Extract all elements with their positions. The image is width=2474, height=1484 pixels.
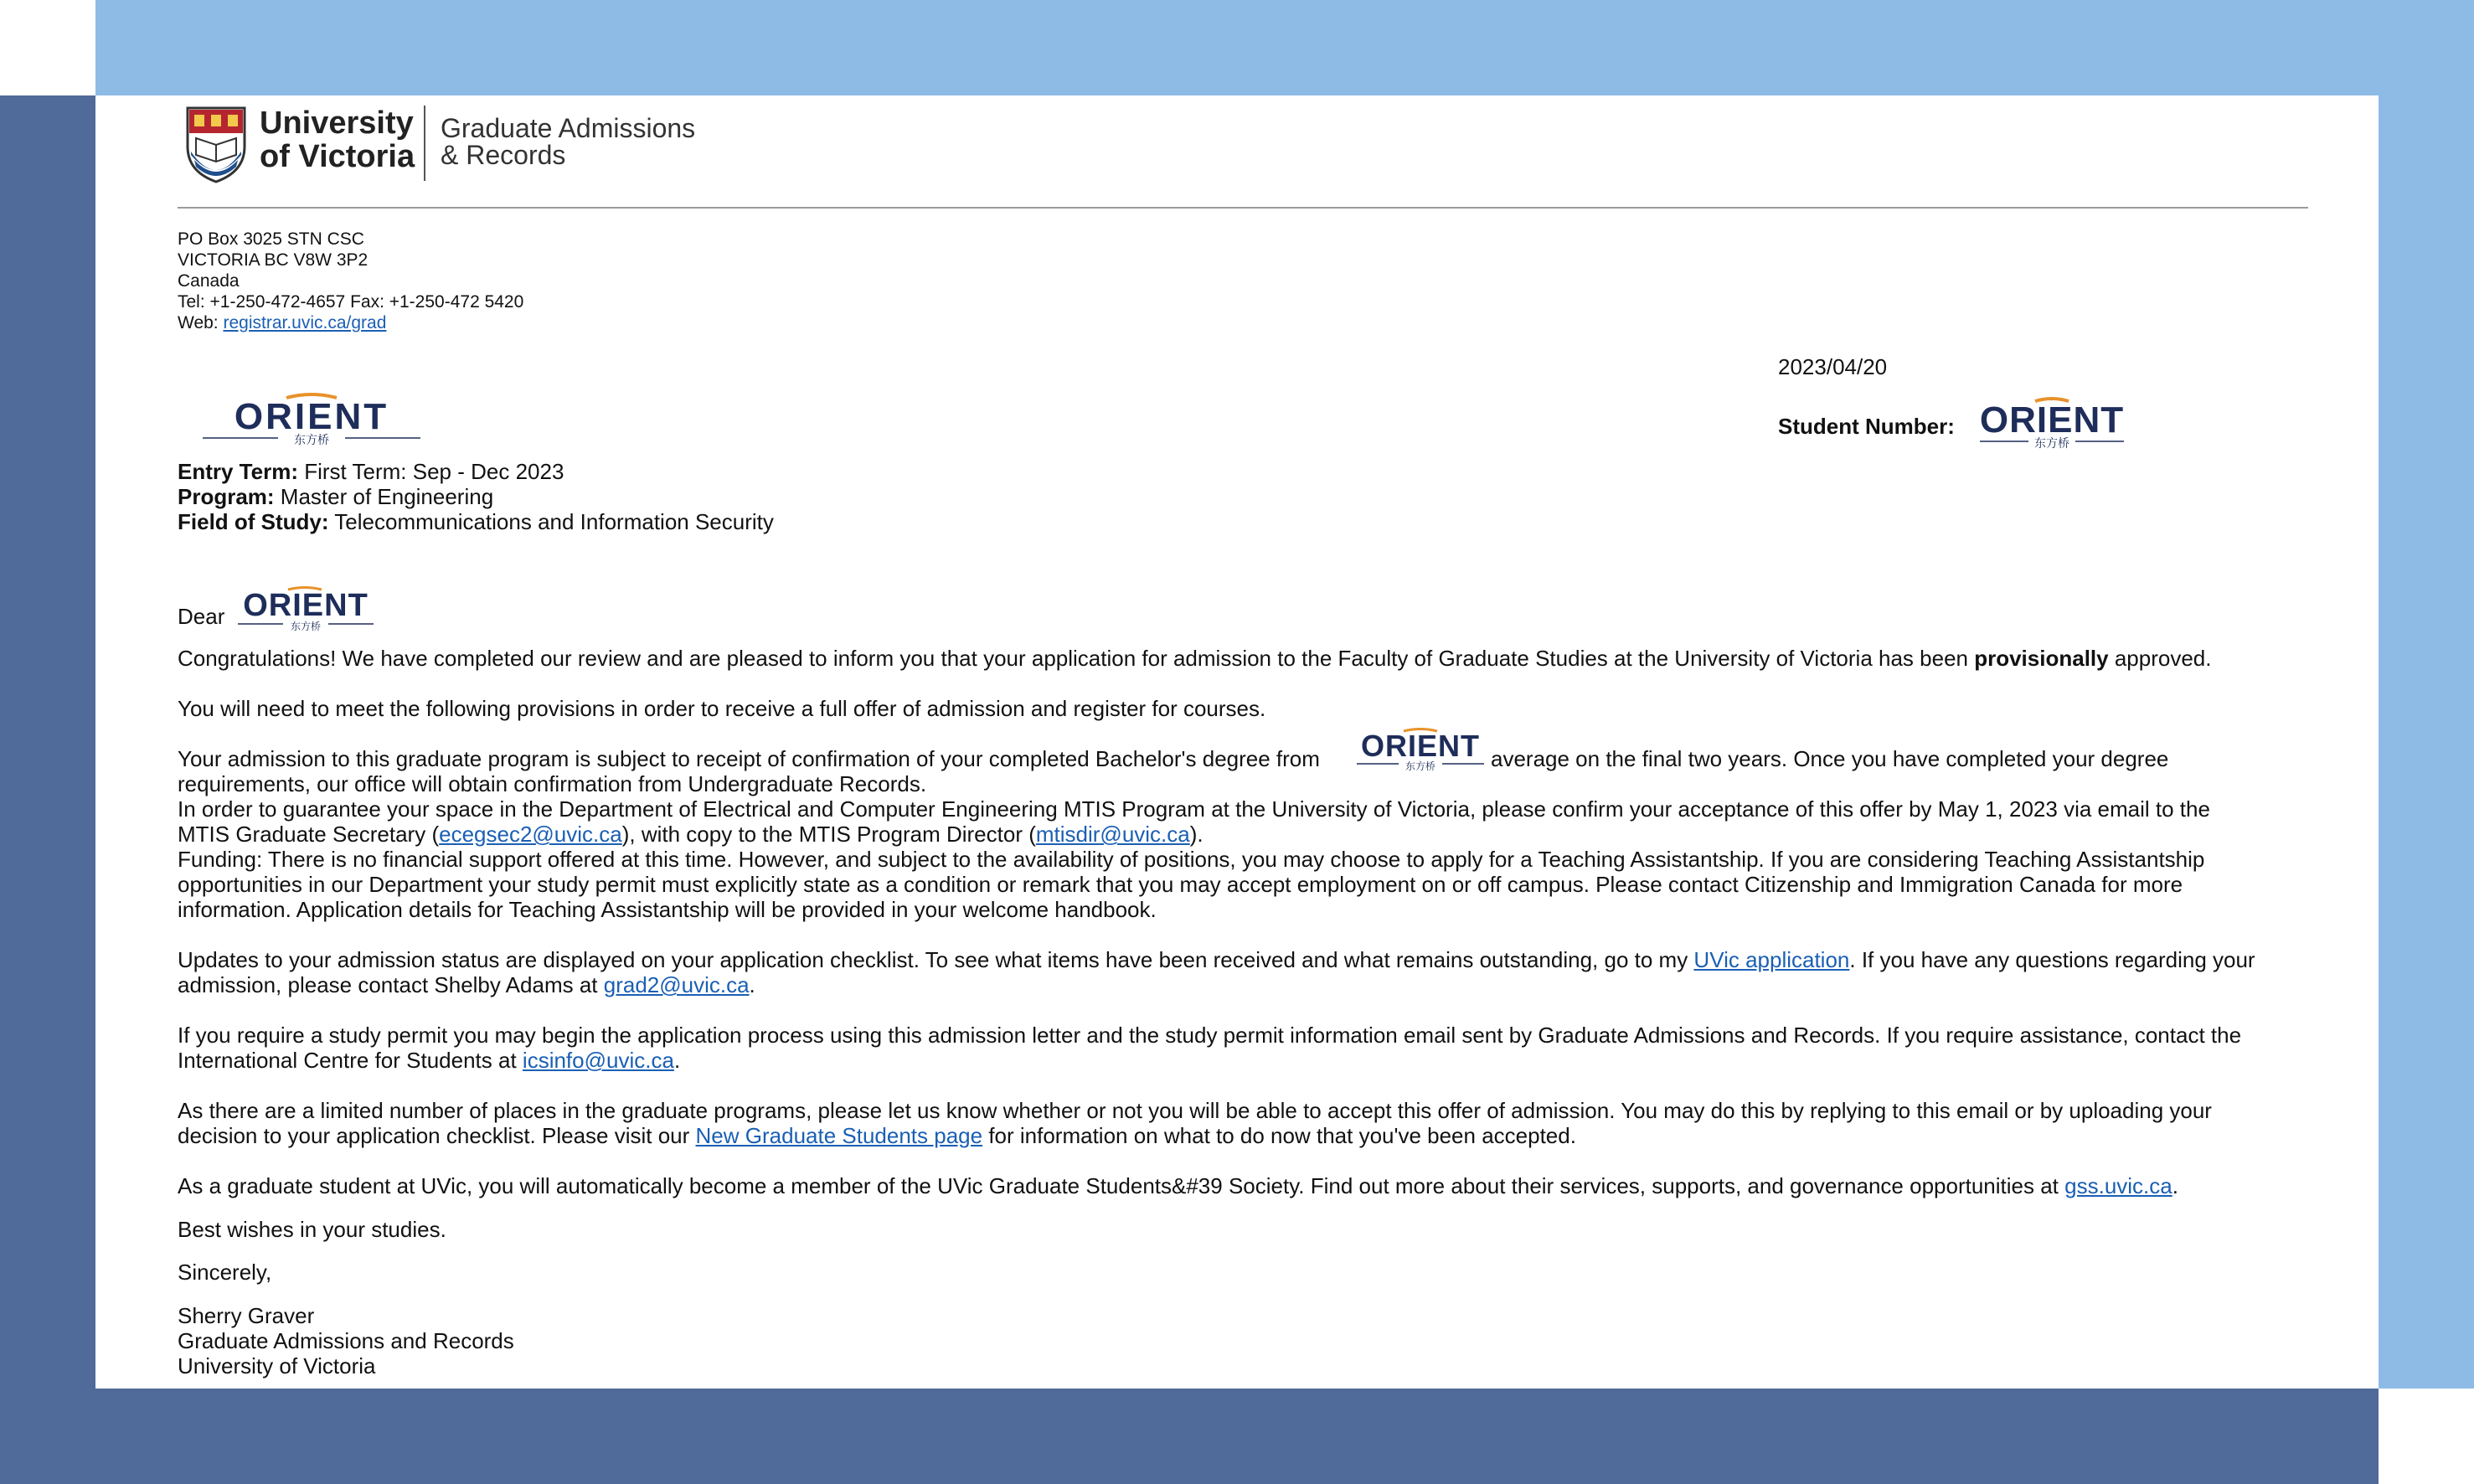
paragraph-guarantee-line2: MTIS Graduate Secretary (ecegsec2@uvic.ca), with copy to the MTIS Program Director (mtisdir@uvic.ca). xyxy=(178,822,1203,847)
signature-organization: University of Victoria xyxy=(178,1353,376,1378)
paragraph-congratulations: Congratulations! We have completed our review and are pleased to inform you that your application for admission to the Faculty of Graduate Studies at the University of Victoria has been provisionally approved. xyxy=(178,646,2212,671)
orient-watermark-student-number xyxy=(1975,396,2129,450)
paragraph-funding-line1: Funding: There is no financial support offered at this time. However, and subject to the availability of positions, you may choose to apply for a Teaching Assistantship. If you are considering Teaching Assistantship xyxy=(178,847,2205,872)
paragraph-places-line2: decision to your application checklist. Please visit our New Graduate Students page for information on what to do now that you've been accepted. xyxy=(178,1123,1576,1148)
uvic-crest-icon xyxy=(184,105,248,183)
department-name-line1: Graduate Admissions xyxy=(441,113,696,143)
mtisdir-email-link[interactable]: mtisdir@uvic.ca xyxy=(1035,822,1190,847)
department-name-line2: & Records xyxy=(441,140,566,170)
uvic-application-link[interactable]: UVic application xyxy=(1693,947,1850,972)
orient-watermark-name xyxy=(186,393,437,448)
paragraph-gss: As a graduate student at UVic, you will automatically become a member of the UVic Graduate Students&#39 Society. Find out more about their services, supports, and governance opportunities at gss.uvic.ca. xyxy=(178,1173,2178,1198)
registrar-link[interactable]: registrar.uvic.ca/grad xyxy=(223,313,387,332)
web-label: Web: xyxy=(178,313,224,332)
signature-department: Graduate Admissions and Records xyxy=(178,1328,514,1353)
paragraph-updates-line1: Updates to your admission status are displayed on your application checklist. To see what items have been received and what remains outstanding, go to my UVic application. If you have any questions regarding your xyxy=(178,947,2255,972)
letter-page xyxy=(95,95,2379,1389)
header-rule xyxy=(178,207,2308,209)
address-line-1: PO Box 3025 STN CSC xyxy=(178,229,364,249)
address-phone: Tel: +1-250-472-4657 Fax: +1-250-472 5420 xyxy=(178,292,524,312)
new-graduate-students-link[interactable]: New Graduate Students page xyxy=(695,1123,983,1148)
paragraph-study-permit-line1: If you require a study permit you may begin the application process using this admission letter and the study permit information email sent by Graduate Admissions and Records. If you require assistance, contact the xyxy=(178,1023,2242,1048)
icsinfo-email-link[interactable]: icsinfo@uvic.ca xyxy=(522,1048,674,1073)
letterhead-divider xyxy=(424,106,425,181)
watermark-text: ORIENT xyxy=(243,588,369,623)
ecegsec2-email-link[interactable]: ecegsec2@uvic.ca xyxy=(439,822,622,847)
grad2-email-link[interactable]: grad2@uvic.ca xyxy=(603,972,750,997)
address-line-2: VICTORIA BC V8W 3P2 xyxy=(178,250,369,270)
watermark-subtext: 东方桥 xyxy=(294,434,329,447)
paragraph-study-permit-line2: International Centre for Students at icsinfo@uvic.ca. xyxy=(178,1048,681,1073)
watermark-subtext: 东方桥 xyxy=(2034,437,2069,450)
watermark-text: ORIENT xyxy=(1979,399,2125,441)
orient-watermark-salutation xyxy=(235,585,377,632)
signature-name: Sherry Graver xyxy=(178,1303,315,1328)
watermark-text: ORIENT xyxy=(234,396,389,437)
salutation: Dear xyxy=(178,604,225,629)
paragraph-places-line1: As there are a limited number of places in the graduate programs, please let us know whether or not you will be able to accept this offer of admission. You may do this by replying to this email or by uploading your xyxy=(178,1098,2212,1123)
watermark-subtext: 东方桥 xyxy=(1405,760,1436,772)
watermark-subtext: 东方桥 xyxy=(290,621,322,632)
entry-term: Entry Term: First Term: Sep - Dec 2023 xyxy=(178,459,564,484)
paragraph-degree-line1b: average on the final two years. Once you have completed your degree xyxy=(1491,746,2169,771)
paragraph-degree-line2: requirements, our office will obtain confirmation from Undergraduate Records. xyxy=(178,771,927,796)
paragraph-updates-line2: admission, please contact Shelby Adams at grad2@uvic.ca. xyxy=(178,972,755,997)
paragraph-funding-line3: information. Application details for Teaching Assistantship will be provided in your welcome handbook. xyxy=(178,897,1157,922)
background-dark-bottom xyxy=(0,1389,2379,1484)
paragraph-guarantee-line1: In order to guarantee your space in the Department of Electrical and Computer Engineering MTIS Program at the University of Victoria, please confirm your acceptance of this offer by May 1, 2023 via email to the xyxy=(178,796,2210,822)
university-name-line2: of Victoria xyxy=(260,139,415,174)
gss-link[interactable]: gss.uvic.ca xyxy=(2064,1173,2172,1198)
paragraph-funding-line2: opportunities in our Department your study permit must explicitly state as a condition or remark that you may accept employment on or off campus. Please contact Citizenship and Immigration Canada for more xyxy=(178,872,2183,897)
background-light-right xyxy=(2379,0,2474,1389)
orient-watermark-institution xyxy=(1353,727,1487,772)
field-of-study: Field of Study: Telecommunications and Information Security xyxy=(178,509,774,534)
paragraph-provisions: You will need to meet the following provisions in order to receive a full offer of admission and register for courses. xyxy=(178,696,1266,721)
paragraph-degree-line1a: Your admission to this graduate program is subject to receipt of confirmation of your completed Bachelor's degree from xyxy=(178,746,1320,771)
program: Program: Master of Engineering xyxy=(178,484,494,509)
address-web xyxy=(178,312,386,333)
background-dark-left xyxy=(0,95,95,1484)
watermark-text: ORIENT xyxy=(1360,729,1481,763)
student-number-label: Student Number: xyxy=(1778,414,1955,439)
address-line-3: Canada xyxy=(178,271,240,291)
letter-date: 2023/04/20 xyxy=(1778,354,1888,379)
closing-sincerely: Sincerely, xyxy=(178,1260,272,1285)
background-light-top xyxy=(95,0,2474,95)
university-name-line1: University xyxy=(260,106,414,141)
closing-best-wishes: Best wishes in your studies. xyxy=(178,1217,446,1242)
